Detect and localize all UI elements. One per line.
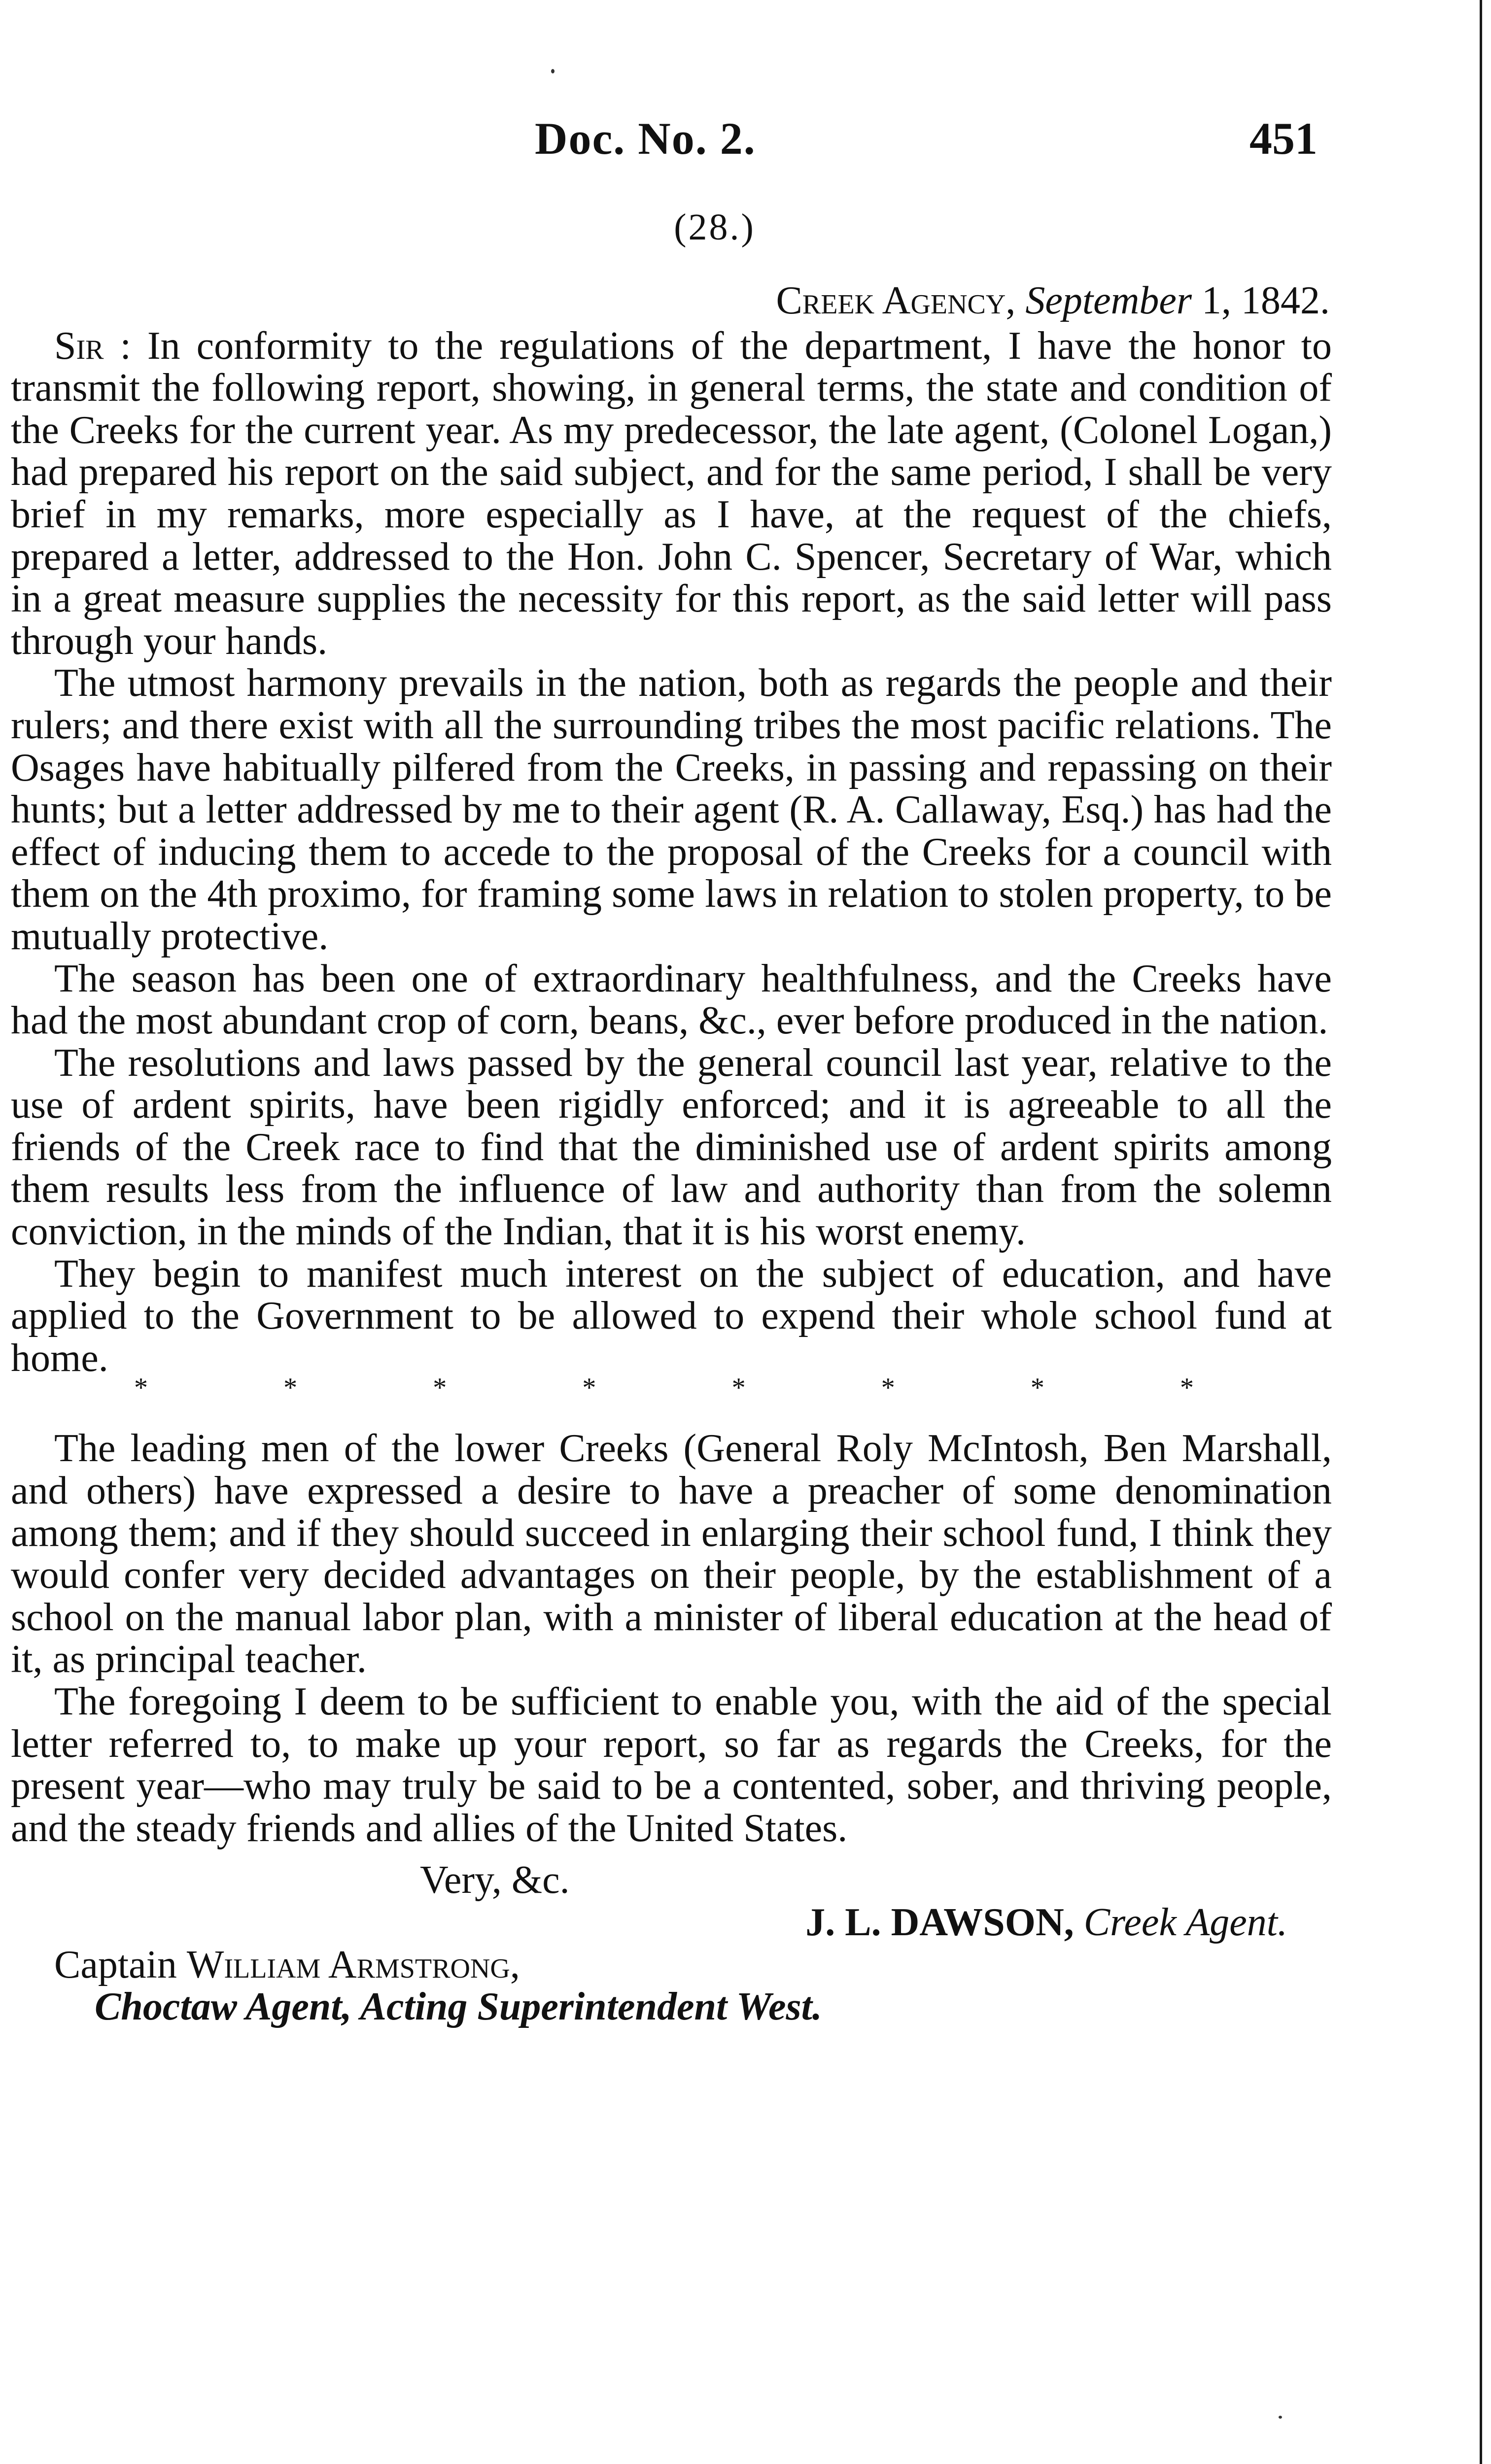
paragraph: The foregoing I deem to be sufficient to enable you, with the aid of the special letter referred to, to make up your report, so far as regards the Creeks, for the present year—who may truly be said to be a contented, sober, and thriving people, and the steady friends and allies of the United States. <box>11 1680 1332 1850</box>
addressee <box>11 1944 1332 1986</box>
document-number: (28.) <box>674 206 756 248</box>
dateline-date: September <box>1025 279 1192 322</box>
star: * <box>283 1372 298 1403</box>
running-head <box>0 112 1491 167</box>
paragraph: The utmost harmony prevails in the nation, both as regards the people and their rulers; and there exist with all the surrounding tribes the most pacific relations. The Osages have habitually pilfered from the Creeks, in passing and repassing on their hunts; but a letter addressed by me to their agent (R. A. Callaway, Esq.) has had the effect of inducing them to accede to the proposal of the Creeks for a council with them on the 4th proximo, for framing some laws in relation to stolen property, to be mutually protective. <box>11 661 1332 958</box>
ellipsis-stars <box>11 1370 1194 1405</box>
paragraph: The season has been one of extraordinary healthfulness, and the Creeks have had the most abundant crop of corn, beans, &c., ever before produced in the nation. <box>11 957 1332 1043</box>
dateline <box>11 280 1332 322</box>
closing: Very, &c. <box>420 1858 570 1902</box>
paragraph: The leading men of the lower Creeks (General Roly McIntosh, Ben Marshall, and others) have expressed a desire to have a preacher of some denomination among them; and if they should succeed in enlarging their school fund, I think they would confer very decided advantages on their people, by the establishment of a school on the manual labor plan, with a minister of liberal education at the head of it, as principal teacher. <box>11 1427 1332 1681</box>
star: * <box>881 1372 895 1403</box>
addressee-name: William Armstrong, <box>186 1943 520 1986</box>
page-number: 451 <box>1249 113 1318 164</box>
star: * <box>1179 1372 1194 1403</box>
scan-speck <box>1279 2416 1282 2419</box>
doc-label: Doc. No. 2. <box>535 113 756 164</box>
addressee-prefix: Captain <box>54 1943 177 1986</box>
dateline-agency: Creek Agency, <box>776 279 1016 322</box>
letter-body <box>11 280 1332 2028</box>
dateline-day-year: 1, 1842. <box>1202 279 1330 322</box>
signature-title: Creek Agent. <box>1083 1900 1287 1944</box>
paragraph-text: In conformity to the regulations of the department, I have the honor to transmit the following report, showing, in general terms, the state and condition of the Creeks for the current year. As my predecessor, the late agent, (Colonel Logan,) had prepared his report on the said subject, and for the same period, I shall be very brief in my remarks, more especially as I have, at the request of the chiefs, prepared a letter, addressed to the Hon. John C. Spencer, Secretary of War, which in a great measure supplies the necessity for this report, as the said letter will pass through your hands. <box>11 324 1332 663</box>
star: * <box>582 1372 596 1403</box>
paragraph <box>11 325 1332 663</box>
scan-speck <box>551 69 555 73</box>
star: * <box>433 1372 447 1403</box>
paragraph: They begin to manifest much interest on the subject of education, and have applied to the Government to be allowed to expend their whole school fund at home. <box>11 1252 1332 1380</box>
salutation: Sir : <box>54 324 131 368</box>
signature <box>11 1902 1332 1944</box>
page-edge-rule <box>1480 0 1482 2464</box>
star: * <box>731 1372 746 1403</box>
addressee-title: Choctaw Agent, Acting Superintendent West. <box>95 1985 822 2029</box>
signature-name: J. L. DAWSON, <box>805 1900 1074 1944</box>
star: * <box>134 1372 148 1403</box>
paragraph: The resolutions and laws passed by the general council last year, relative to the use of ardent spirits, have been rigidly enforced; and it is agreeable to all the friends of the Creek race to find that the diminished use of ardent spirits among them results less from the influence of law and authority than from the solemn conviction, in the minds of the Indian, that it is his worst enemy. <box>11 1041 1332 1254</box>
star: * <box>1030 1372 1044 1403</box>
